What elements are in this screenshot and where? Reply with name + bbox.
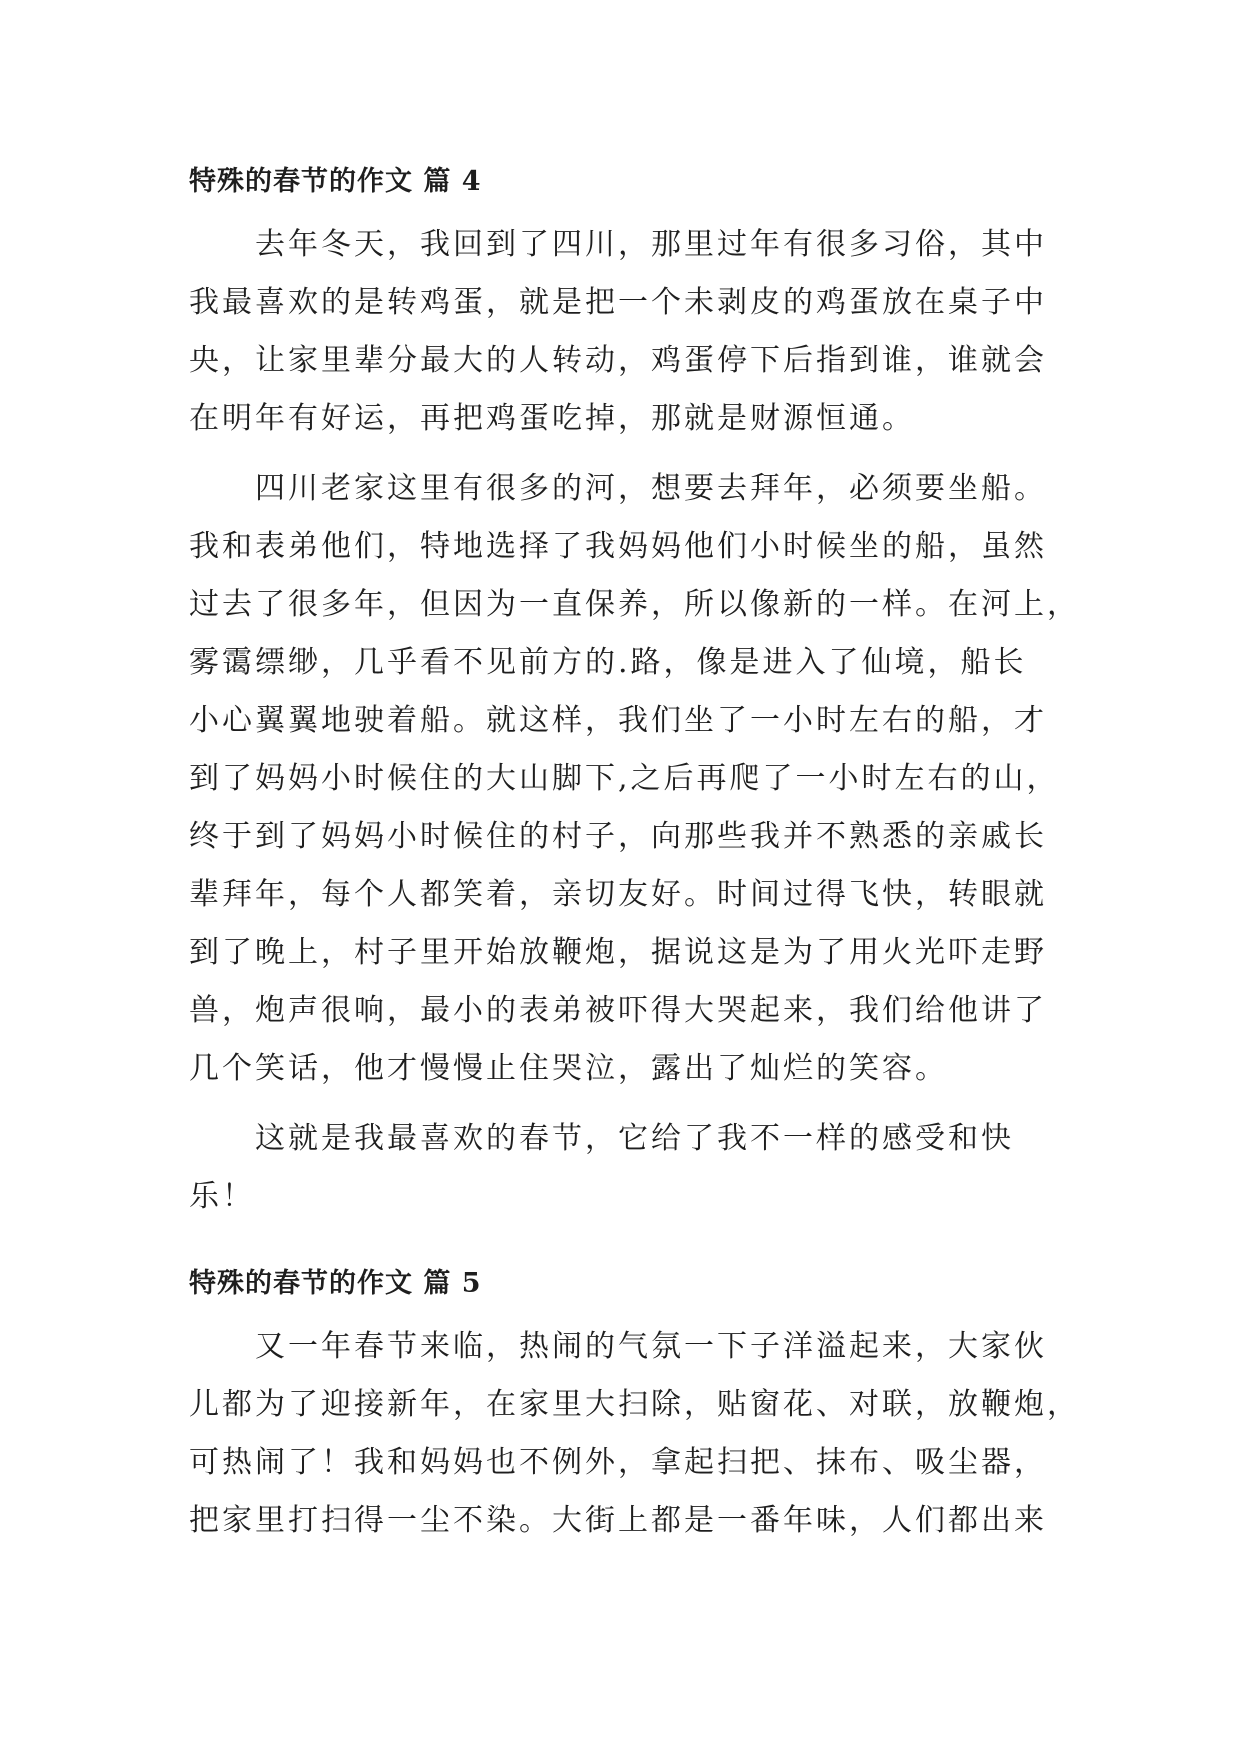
- text-line: 雾霭缥缈，几乎看不见前方的.路，像是进入了仙境，船长: [189, 645, 1027, 680]
- text-line: 把家里打扫得一尘不染。大街上都是一番年味，人们都出来: [189, 1503, 1047, 1538]
- section-heading: 特殊的春节的作文 篇 4: [189, 166, 482, 197]
- text-line: 到了妈妈小时候住的大山脚下,之后再爬了一小时左右的山，: [189, 761, 1060, 796]
- paragraph: [189, 1318, 1080, 1550]
- text-line: 在明年有好运，再把鸡蛋吃掉，那就是财源恒通。: [189, 401, 915, 436]
- text-line: 兽，炮声很响，最小的表弟被吓得大哭起来，我们给他讲了: [189, 993, 1047, 1028]
- text-line: 央，让家里辈分最大的人转动，鸡蛋停下后指到谁，谁就会: [189, 343, 1047, 378]
- text-line: 我和表弟他们，特地选择了我妈妈他们小时候坐的船，虽然: [189, 529, 1047, 564]
- text-line: 乐！: [189, 1179, 255, 1214]
- essay-section-4: [189, 160, 1080, 1226]
- text-line: 可热闹了！我和妈妈也不例外，拿起扫把、抹布、吸尘器，: [189, 1445, 1047, 1480]
- paragraph: [189, 216, 1069, 448]
- text-line: 又一年春节来临，热闹的气氛一下子洋溢起来，大家伙: [255, 1329, 1047, 1364]
- text-line: 四川老家这里有很多的河，想要去拜年，必须要坐船。: [255, 471, 1047, 506]
- text-line: 终于到了妈妈小时候住的村子，向那些我并不熟悉的亲戚长: [189, 819, 1047, 854]
- text-line: 去年冬天，我回到了四川，那里过年有很多习俗，其中: [255, 227, 1047, 262]
- text-line: 小心翼翼地驶着船。就这样，我们坐了一小时左右的船，才: [189, 703, 1047, 738]
- text-line: 几个笑话，他才慢慢止住哭泣，露出了灿烂的笑容。: [189, 1051, 948, 1086]
- text-line: 儿都为了迎接新年，在家里大扫除，贴窗花、对联，放鞭炮，: [189, 1387, 1080, 1422]
- section-heading: 特殊的春节的作文 篇 5: [189, 1268, 482, 1299]
- text-line: 到了晚上，村子里开始放鞭炮，据说这是为了用火光吓走野: [189, 935, 1047, 970]
- text-line: 这就是我最喜欢的春节，它给了我不一样的感受和快: [255, 1121, 1014, 1156]
- text-line: 辈拜年，每个人都笑着，亲切友好。时间过得飞快，转眼就: [189, 877, 1047, 912]
- text-line: 我最喜欢的是转鸡蛋，就是把一个未剥皮的鸡蛋放在桌子中: [189, 285, 1047, 320]
- text-line: 过去了很多年，但因为一直保养，所以像新的一样。在河上，: [189, 587, 1080, 622]
- paragraph: [189, 460, 1080, 1098]
- paragraph: [189, 1110, 1069, 1226]
- essay-section-5: [189, 1262, 1080, 1550]
